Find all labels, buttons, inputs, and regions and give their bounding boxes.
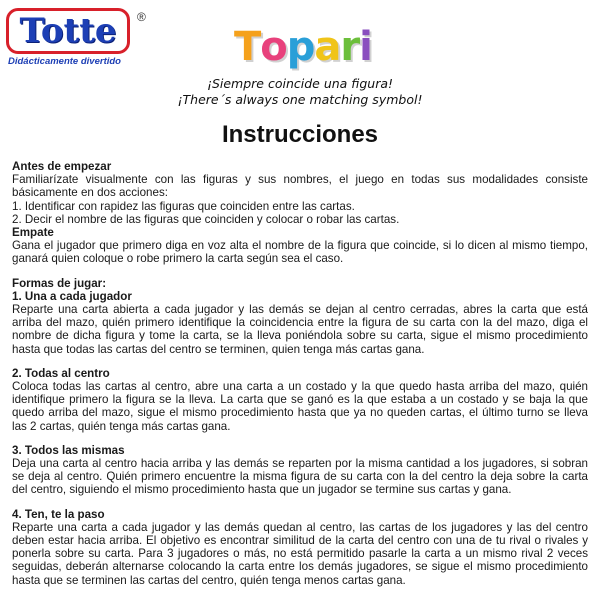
topari-letter: p (286, 24, 316, 70)
mode-paragraph: Coloca todas las cartas al centro, abre una carta a un costado y la que quedo hasta arriba del mazo, quién identifique primero la figura se la lleva. La carta que se ganó es la que estaba a un costado y se baja la que quedo arriba del mazo, sigue el mismo procedimiento hasta que ya no queden cartas, el último turno se lleva las 2 cartas, quién tenga más cartas gana. (12, 380, 588, 433)
mode-title: 3. Todos las mismas (12, 443, 125, 457)
mode-paragraph: Reparte una carta a cada jugador y las demás quedan al centro, las cartas de los jugadores y las del centro deben estar hacia arriba. El objetivo es encontrar similitud de la carta del centro con una de tu rival o rivales y ponerla sobre su carta. Para 3 jugadores o más, no está permitido pasarle la carta a un mismo rival 2 veces seguidas, deberán alternarse colocando la carta entre los demás jugadores, se sigue el mismo procedimiento hasta que se terminen las cartas del centro, quién tenga menos cartas gana. (12, 520, 588, 587)
topari-letter: T (234, 24, 262, 70)
topari-letter: r (340, 24, 361, 70)
section-heading-formas: Formas de jugar: (12, 276, 107, 290)
page-title: Instrucciones (221, 121, 379, 148)
topari-letter: a (314, 24, 342, 70)
mode-paragraph: Reparte una carta abierta a cada jugador y las demás se dejan al centro cerradas, abres la carta que está arriba del mazo, quién primero identifique la coincidencia entre la figura de su carta con la del mazo, diga el nombre de dicha figura y tome la carta, se la lleva poniéndola sobre su carta, sigue el mismo procedimiento hasta que todas las cartas del centro se terminen, quien tenga más cartas gana. (12, 303, 588, 356)
mode-title: 4. Ten, te la paso (12, 507, 105, 521)
topari-letter: i (359, 24, 373, 70)
totte-brand-name: Totte (19, 11, 117, 51)
mode-title: 2. Todas al centro (12, 366, 110, 380)
empate-paragraph: Gana el jugador que primero diga en voz alta el nombre de la figura que coincide, si lo dicen al mismo tiempo, ganará quien coloque o robe primero la carta según sea el caso. (12, 239, 588, 266)
topari-logo (234, 14, 373, 70)
totte-tagline: Didácticamente divertido (8, 56, 121, 67)
slogan-spanish: ¡Siempre coincide una figura! (206, 76, 394, 91)
section-heading-empate: Empate (12, 226, 54, 240)
mode-paragraph: Deja una carta al centro hacia arriba y las demás se reparten por la misma cantidad a los jugadores, si sobran se deja al centro. Quién primero encuentre la misma figura de su carta con la del centro la deja sobre la carta del centro, siguiendo el mismo procedimiento hasta que un jugador se termine sus cartas y gana. (12, 457, 588, 497)
section-heading-antes: Antes de empezar (12, 160, 112, 173)
antes-paragraph: Familiarízate visualmente con las figuras y sus nombres, el juego en todas sus modalidades consiste básicamente en dos acciones: (12, 173, 588, 200)
slogan-english: ¡There´s always one matching symbol! (177, 92, 423, 107)
antes-step-2: 2. Decir el nombre de las figuras que coinciden y colocar o robar las cartas. (12, 212, 400, 226)
instructions-body (12, 160, 588, 587)
registered-mark: ® (137, 10, 146, 24)
topari-letter: o (260, 24, 288, 70)
totte-logo-badge (6, 8, 130, 54)
totte-logo (6, 8, 146, 68)
antes-step-1: 1. Identificar con rapidez las figuras que coinciden entre las cartas. (12, 199, 355, 213)
mode-title: 1. Una a cada jugador (12, 289, 132, 303)
